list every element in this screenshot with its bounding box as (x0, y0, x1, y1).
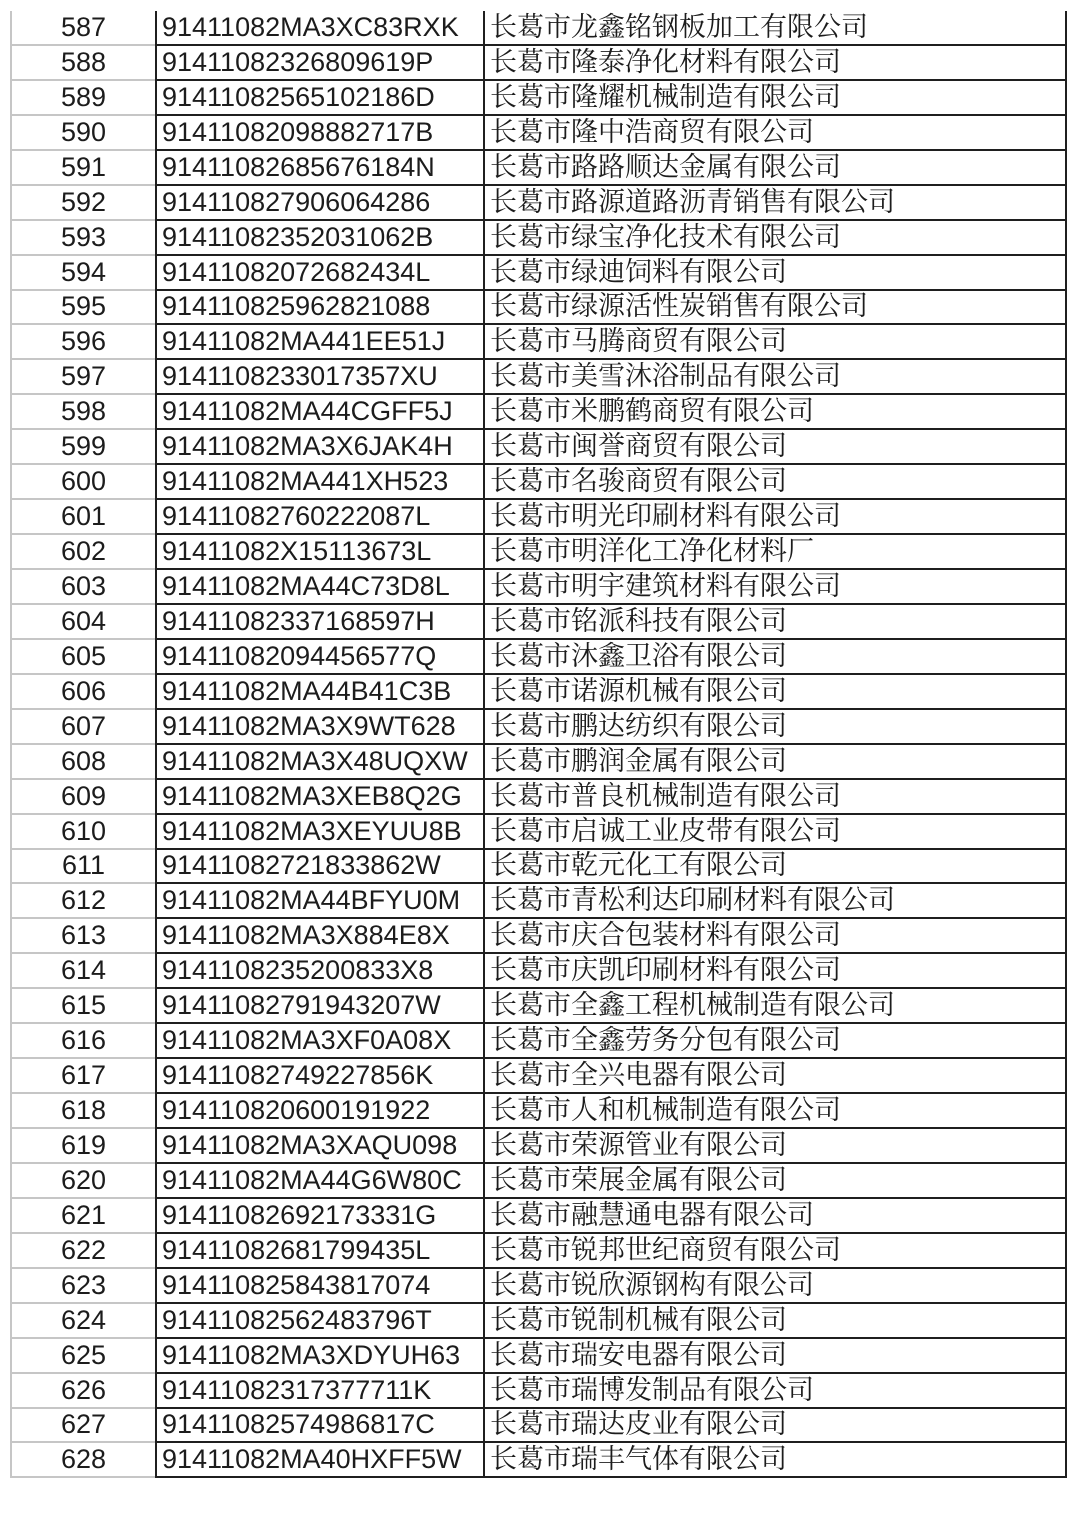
company-name-cell: 长葛市绿宝净化技术有限公司 (483, 221, 1067, 256)
company-name-cell: 长葛市瑞达皮业有限公司 (483, 1409, 1067, 1444)
company-name-cell: 长葛市鹏达纺织有限公司 (483, 710, 1067, 745)
row-number-cell: 612 (10, 884, 155, 919)
row-number-cell: 600 (10, 465, 155, 500)
credit-code-cell: 91411082MA3XAQU098 (155, 1129, 483, 1164)
row-number-cell: 589 (10, 81, 155, 116)
row-number-cell: 607 (10, 710, 155, 745)
credit-code-cell: 91411082MA3XF0A08X (155, 1024, 483, 1059)
credit-code-cell: 91411082MA441EE51J (155, 325, 483, 360)
company-name-cell: 长葛市隆中浩商贸有限公司 (483, 116, 1067, 151)
company-name-cell: 长葛市隆耀机械制造有限公司 (483, 81, 1067, 116)
company-name-cell: 长葛市名骏商贸有限公司 (483, 465, 1067, 500)
row-number-cell: 588 (10, 46, 155, 81)
credit-code-cell: 9141108235200833X8 (155, 954, 483, 989)
company-name-cell: 长葛市沐鑫卫浴有限公司 (483, 640, 1067, 675)
company-name-cell: 长葛市绿源活性炭销售有限公司 (483, 291, 1067, 326)
credit-code-cell: 91411082MA3XC83RXK (155, 11, 483, 46)
company-name-cell: 长葛市融慧通电器有限公司 (483, 1199, 1067, 1234)
company-name-cell: 长葛市全兴电器有限公司 (483, 1059, 1067, 1094)
row-number-cell: 613 (10, 919, 155, 954)
company-name-cell: 长葛市瑞丰气体有限公司 (483, 1443, 1067, 1478)
company-name-cell: 长葛市马腾商贸有限公司 (483, 325, 1067, 360)
row-number-cell: 597 (10, 360, 155, 395)
company-name-cell: 长葛市龙鑫铭钢板加工有限公司 (483, 11, 1067, 46)
row-number-cell: 596 (10, 325, 155, 360)
row-number-cell: 591 (10, 151, 155, 186)
credit-code-cell: 91411082MA44B41C3B (155, 675, 483, 710)
credit-code-cell: 91411082MA3X884E8X (155, 919, 483, 954)
company-name-cell: 长葛市锐制机械有限公司 (483, 1304, 1067, 1339)
credit-code-cell: 91411082MA40HXFF5W (155, 1443, 483, 1478)
row-number-cell: 624 (10, 1304, 155, 1339)
company-name-cell: 长葛市诺源机械有限公司 (483, 675, 1067, 710)
credit-code-cell: 91411082791943207W (155, 989, 483, 1024)
credit-code-cell: 91411082760222087L (155, 500, 483, 535)
company-name-cell: 长葛市锐欣源钢构有限公司 (483, 1269, 1067, 1304)
row-number-cell: 605 (10, 640, 155, 675)
credit-code-cell: 91411082MA441XH523 (155, 465, 483, 500)
row-number-cell: 625 (10, 1339, 155, 1374)
credit-code-cell: 91411082094456577Q (155, 640, 483, 675)
credit-code-cell: 91411082685676184N (155, 151, 483, 186)
credit-code-cell: 914110820600191922 (155, 1094, 483, 1129)
row-number-cell: 611 (10, 850, 155, 885)
row-number-cell: 626 (10, 1374, 155, 1409)
company-name-cell: 长葛市鹏润金属有限公司 (483, 745, 1067, 780)
credit-code-cell: 91411082MA44BFYU0M (155, 884, 483, 919)
row-number-cell: 616 (10, 1024, 155, 1059)
row-number-cell: 590 (10, 116, 155, 151)
company-name-cell: 长葛市荣源管业有限公司 (483, 1129, 1067, 1164)
row-number-cell: 615 (10, 989, 155, 1024)
company-name-cell: 长葛市明宇建筑材料有限公司 (483, 570, 1067, 605)
company-list-table (10, 11, 1067, 1478)
credit-code-cell: 91411082692173331G (155, 1199, 483, 1234)
credit-code-cell: 91411082X15113673L (155, 535, 483, 570)
row-number-cell: 627 (10, 1409, 155, 1444)
credit-code-cell: 914110825962821088 (155, 291, 483, 326)
row-number-cell: 614 (10, 954, 155, 989)
credit-code-cell: 91411082MA44G6W80C (155, 1164, 483, 1199)
credit-code-cell: 914110827906064286 (155, 186, 483, 221)
company-name-cell: 长葛市绿迪饲料有限公司 (483, 256, 1067, 291)
company-name-cell: 长葛市米鹏鹤商贸有限公司 (483, 395, 1067, 430)
company-name-cell: 长葛市明洋化工净化材料厂 (483, 535, 1067, 570)
credit-code-cell: 91411082098882717B (155, 116, 483, 151)
row-number-cell: 620 (10, 1164, 155, 1199)
company-name-cell: 长葛市路路顺达金属有限公司 (483, 151, 1067, 186)
credit-code-cell: 91411082MA44C73D8L (155, 570, 483, 605)
credit-code-cell: 91411082MA3XDYUH63 (155, 1339, 483, 1374)
row-number-cell: 628 (10, 1443, 155, 1478)
row-number-cell: 621 (10, 1199, 155, 1234)
credit-code-cell: 91411082574986817C (155, 1409, 483, 1444)
row-number-cell: 623 (10, 1269, 155, 1304)
company-name-cell: 长葛市瑞博发制品有限公司 (483, 1374, 1067, 1409)
credit-code-cell: 91411082565102186D (155, 81, 483, 116)
row-number-cell: 601 (10, 500, 155, 535)
credit-code-cell: 91411082MA3XEYUU8B (155, 815, 483, 850)
company-name-cell: 长葛市锐邦世纪商贸有限公司 (483, 1234, 1067, 1269)
credit-code-cell: 91411082326809619P (155, 46, 483, 81)
row-number-cell: 619 (10, 1129, 155, 1164)
row-number-cell: 617 (10, 1059, 155, 1094)
credit-code-cell: 91411082681799435L (155, 1234, 483, 1269)
row-number-cell: 594 (10, 256, 155, 291)
company-name-cell: 长葛市路源道路沥青销售有限公司 (483, 186, 1067, 221)
company-name-cell: 长葛市明光印刷材料有限公司 (483, 500, 1067, 535)
row-number-cell: 622 (10, 1234, 155, 1269)
row-number-cell: 610 (10, 815, 155, 850)
row-number-cell: 598 (10, 395, 155, 430)
company-name-cell: 长葛市庆凯印刷材料有限公司 (483, 954, 1067, 989)
credit-code-cell: 91411082072682434L (155, 256, 483, 291)
row-number-cell: 587 (10, 11, 155, 46)
company-name-cell: 长葛市闽誉商贸有限公司 (483, 430, 1067, 465)
credit-code-cell: 91411082MA44CGFF5J (155, 395, 483, 430)
credit-code-cell: 91411082MA3X48UQXW (155, 745, 483, 780)
company-name-cell: 长葛市隆泰净化材料有限公司 (483, 46, 1067, 81)
credit-code-cell: 9141108233017357XU (155, 360, 483, 395)
company-name-cell: 长葛市庆合包装材料有限公司 (483, 919, 1067, 954)
credit-code-cell: 914110825843817074 (155, 1269, 483, 1304)
credit-code-cell: 91411082721833862W (155, 850, 483, 885)
credit-code-cell: 91411082562483796T (155, 1304, 483, 1339)
company-name-cell: 长葛市荣展金属有限公司 (483, 1164, 1067, 1199)
company-name-cell: 长葛市铭派科技有限公司 (483, 605, 1067, 640)
credit-code-cell: 91411082352031062B (155, 221, 483, 256)
company-name-cell: 长葛市普良机械制造有限公司 (483, 780, 1067, 815)
row-number-cell: 618 (10, 1094, 155, 1129)
row-number-cell: 602 (10, 535, 155, 570)
row-number-cell: 608 (10, 745, 155, 780)
row-number-cell: 592 (10, 186, 155, 221)
credit-code-cell: 91411082MA3X6JAK4H (155, 430, 483, 465)
company-name-cell: 长葛市全鑫劳务分包有限公司 (483, 1024, 1067, 1059)
row-number-cell: 604 (10, 605, 155, 640)
credit-code-cell: 91411082337168597H (155, 605, 483, 640)
row-number-cell: 599 (10, 430, 155, 465)
row-number-cell: 606 (10, 675, 155, 710)
row-number-cell: 609 (10, 780, 155, 815)
credit-code-cell: 91411082MA3X9WT628 (155, 710, 483, 745)
company-name-cell: 长葛市全鑫工程机械制造有限公司 (483, 989, 1067, 1024)
row-number-cell: 603 (10, 570, 155, 605)
row-number-cell: 593 (10, 221, 155, 256)
company-name-cell: 长葛市瑞安电器有限公司 (483, 1339, 1067, 1374)
company-name-cell: 长葛市青松利达印刷材料有限公司 (483, 884, 1067, 919)
company-name-cell: 长葛市美雪沐浴制品有限公司 (483, 360, 1067, 395)
company-name-cell: 长葛市启诚工业皮带有限公司 (483, 815, 1067, 850)
credit-code-cell: 91411082749227856K (155, 1059, 483, 1094)
company-name-cell: 长葛市人和机械制造有限公司 (483, 1094, 1067, 1129)
credit-code-cell: 91411082MA3XEB8Q2G (155, 780, 483, 815)
company-name-cell: 长葛市乾元化工有限公司 (483, 850, 1067, 885)
row-number-cell: 595 (10, 291, 155, 326)
credit-code-cell: 91411082317377711K (155, 1374, 483, 1409)
